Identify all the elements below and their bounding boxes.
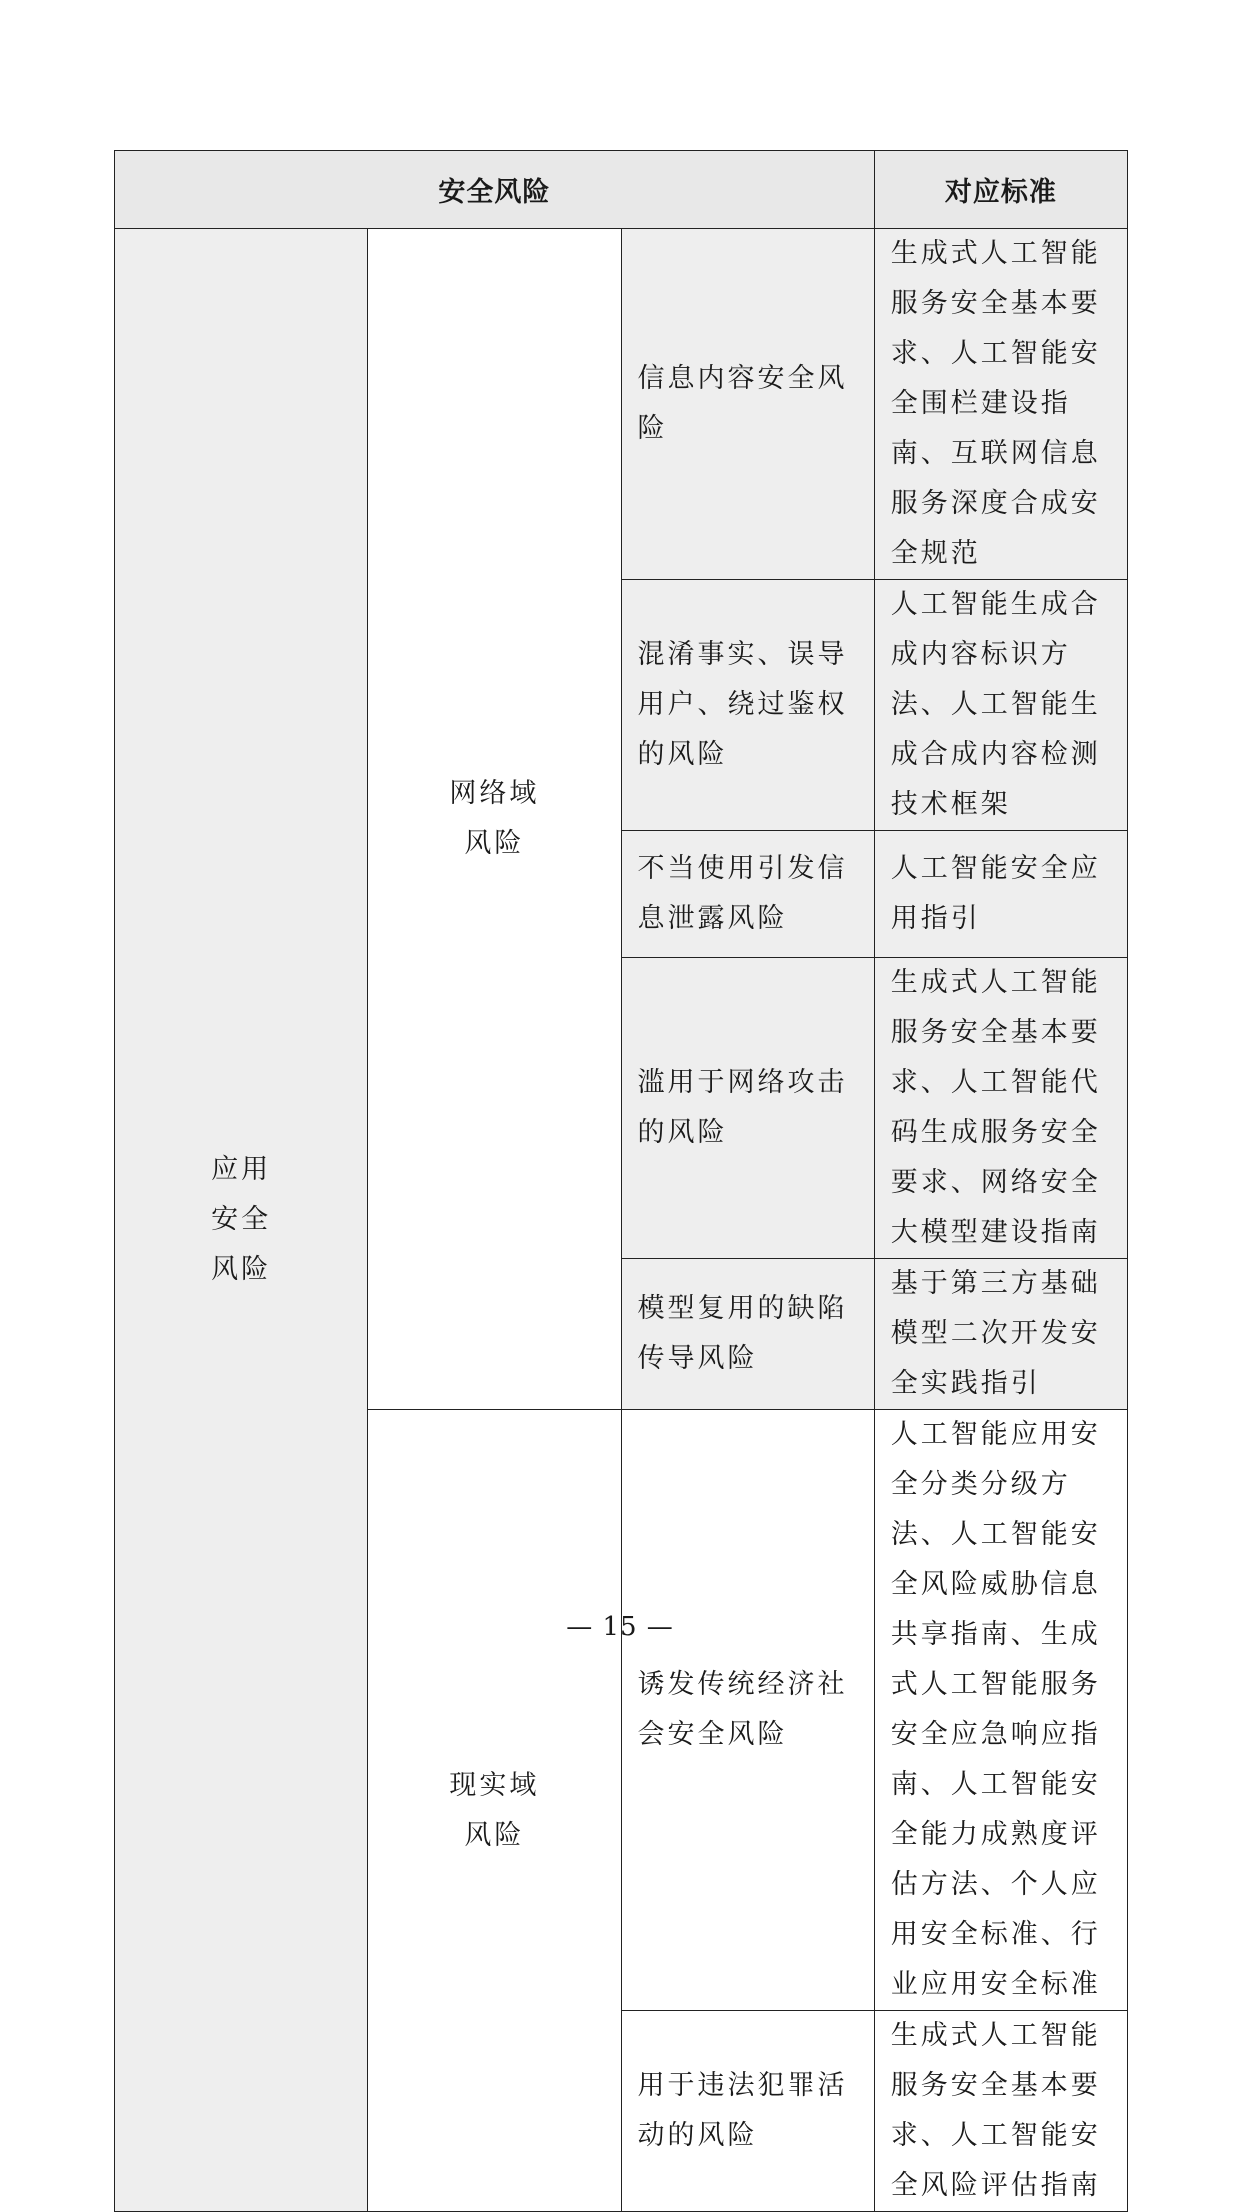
group-label: 现实域风险 bbox=[449, 1769, 540, 1851]
page-number: — 15 — bbox=[566, 1612, 674, 1642]
standard-text: 生成式人工智能服务安全基本要求、人工智能代码生成服务安全要求、网络安全大模型建设指南 bbox=[890, 967, 1101, 1248]
standard-cell bbox=[874, 229, 1127, 580]
standard-text: 人工智能生成合成内容标识方法、人工智能生成合成内容检测技术框架 bbox=[890, 589, 1101, 820]
risk-cell bbox=[621, 831, 874, 958]
standard-cell bbox=[874, 2011, 1127, 2212]
table-row bbox=[115, 229, 1128, 580]
group-cell-reality bbox=[368, 1410, 621, 2212]
risk-cell bbox=[621, 580, 874, 831]
standard-text: 基于第三方基础模型二次开发安全实践指引 bbox=[890, 1268, 1101, 1399]
standard-cell bbox=[874, 958, 1127, 1259]
risk-text: 信息内容安全风险 bbox=[637, 363, 848, 444]
header-standard: 对应标准 bbox=[874, 151, 1127, 229]
risk-text: 模型复用的缺陷传导风险 bbox=[637, 1293, 848, 1374]
header-risk: 安全风险 bbox=[115, 151, 875, 229]
risk-cell bbox=[621, 1259, 874, 1410]
standard-cell bbox=[874, 1410, 1127, 2011]
standard-cell bbox=[874, 580, 1127, 831]
standard-text: 人工智能安全应用指引 bbox=[890, 853, 1101, 934]
standard-text: 生成式人工智能服务安全基本要求、人工智能安全围栏建设指南、互联网信息服务深度合成安全规范 bbox=[890, 238, 1101, 569]
risk-cell bbox=[621, 958, 874, 1259]
risk-text: 混淆事实、误导用户、绕过鉴权的风险 bbox=[637, 639, 848, 770]
table-header-row bbox=[115, 151, 1128, 229]
group-label: 网络域风险 bbox=[449, 778, 540, 859]
risk-text: 不当使用引发信息泄露风险 bbox=[637, 853, 848, 934]
risk-standards-table bbox=[114, 150, 1128, 2212]
risk-text: 滥用于网络攻击的风险 bbox=[637, 1067, 848, 1148]
risk-text: 诱发传统经济社会安全风险 bbox=[637, 1669, 848, 1750]
category-label: 应用安全风险 bbox=[211, 1154, 272, 1285]
risk-cell bbox=[621, 2011, 874, 2212]
risk-text: 用于违法犯罪活动的风险 bbox=[637, 2070, 848, 2151]
category-cell bbox=[115, 229, 368, 2212]
standard-cell bbox=[874, 1259, 1127, 1410]
risk-cell bbox=[621, 229, 874, 580]
risk-cell bbox=[621, 1410, 874, 2011]
standard-cell bbox=[874, 831, 1127, 958]
group-cell-network bbox=[368, 229, 621, 1410]
standard-text: 生成式人工智能服务安全基本要求、人工智能安全风险评估指南 bbox=[890, 2020, 1101, 2201]
standard-text: 人工智能应用安全分类分级方法、人工智能安全风险威胁信息共享指南、生成式人工智能服务安全应急响应指南、人工智能安全能力成熟度评估方法、个人应用安全标准、行业应用安全标准 bbox=[890, 1419, 1101, 2000]
